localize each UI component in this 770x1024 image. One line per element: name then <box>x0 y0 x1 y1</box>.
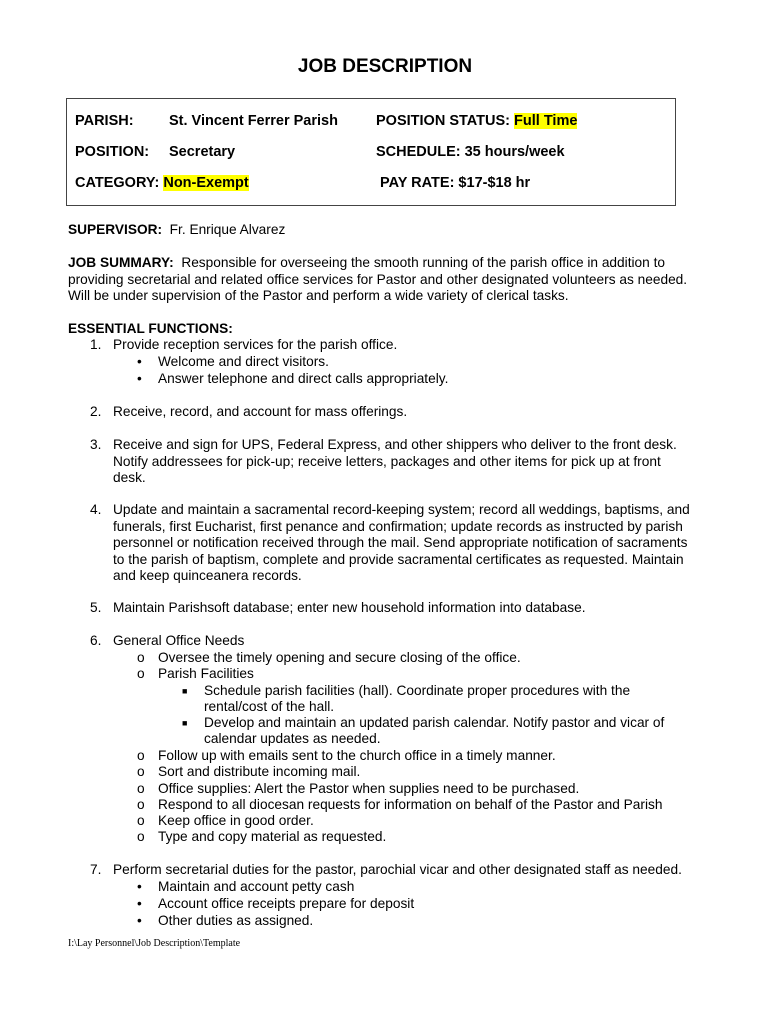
list-number: 7. <box>90 862 102 877</box>
list-number: 4. <box>90 502 102 517</box>
function-3-line: Receive and sign for UPS, Federal Express, and other shippers who deliver to the front desk. <box>113 437 677 452</box>
list-item: Oversee the timely opening and secure closing of the office. <box>158 650 521 665</box>
pay-rate-label: PAY RATE <box>380 175 450 191</box>
essential-heading: ESSENTIAL FUNCTIONS: <box>68 321 233 336</box>
bullet-marker: • <box>137 896 142 911</box>
pay-rate <box>380 175 530 191</box>
list-number: 3. <box>90 437 102 452</box>
circle-bullet: o <box>137 797 145 812</box>
parish-label: PARISH: <box>75 113 134 129</box>
square-bullet: ■ <box>182 718 188 728</box>
page-title: JOB DESCRIPTION <box>297 56 473 77</box>
function-4-line: to the parish of baptism, complete and provide sacramental certificates as requested. Maintain <box>113 552 684 567</box>
summary-line-2: providing secretarial and related office services for Pastor and other designated volunteers as needed. <box>68 272 688 287</box>
list-item: Account office receipts prepare for deposit <box>158 896 415 911</box>
bullet-marker: • <box>137 913 142 928</box>
bullet-marker: • <box>137 879 142 894</box>
function-7-text: Perform secretarial duties for the pastor, parochial vicar and other designated staff as needed. <box>113 862 682 877</box>
circle-bullet: o <box>137 748 145 763</box>
list-item: Parish Facilities <box>158 666 254 681</box>
list-number: 2. <box>90 404 102 419</box>
circle-bullet: o <box>137 829 145 844</box>
function-3-line: desk. <box>113 470 146 485</box>
list-number: 5. <box>90 600 102 615</box>
list-item: Respond to all diocesan requests for information on behalf of the Pastor and Parish <box>158 797 663 812</box>
list-item: Answer telephone and direct calls appropriately. <box>158 371 449 386</box>
list-item: Maintain and account petty cash <box>158 879 355 894</box>
function-2-text: Receive, record, and account for mass offerings. <box>113 404 408 419</box>
supervisor-label: SUPERVISOR: <box>68 222 163 237</box>
function-6-text: General Office Needs <box>113 633 245 648</box>
summary-line-3: Will be under supervision of the Pastor and perform a wide variety of clerical tasks. <box>68 288 569 303</box>
circle-bullet: o <box>137 813 145 828</box>
function-4-line: and keep quinceanera records. <box>113 568 302 583</box>
list-item: Develop and maintain an updated parish calendar. Notify pastor and vicar of <box>204 715 665 730</box>
circle-bullet: o <box>137 666 145 681</box>
list-item-continuation: calendar updates as needed. <box>204 731 381 746</box>
circle-bullet: o <box>137 781 145 796</box>
function-4-line: funerals, first Eucharist, first penance and confirmation; update records as instructed by parish <box>113 519 683 534</box>
category-value: Non-Exempt <box>163 175 249 191</box>
list-item: Other duties as assigned. <box>158 913 314 928</box>
job-info-box <box>66 98 676 206</box>
category-label: CATEGORY: <box>75 175 160 191</box>
summary-line-1: JOB SUMMARY: Responsible for overseeing the smooth running of the parish office in addition to <box>68 255 665 270</box>
category <box>75 175 249 191</box>
list-item: Keep office in good order. <box>158 813 314 828</box>
circle-bullet: o <box>137 764 145 779</box>
supervisor-line <box>68 222 285 239</box>
pay-rate-value: : $17-$18 hr <box>449 175 531 191</box>
function-5-text: Maintain Parishsoft database; enter new household information into database. <box>113 600 586 615</box>
list-item: Office supplies: Alert the Pastor when supplies need to be purchased. <box>158 781 580 796</box>
schedule: SCHEDULE: 35 hours/week <box>376 144 565 160</box>
list-item: Type and copy material as requested. <box>158 829 387 844</box>
position-value: Secretary <box>169 144 236 160</box>
circle-bullet: o <box>137 650 145 665</box>
list-item: Follow up with emails sent to the church office in a timely manner. <box>158 748 556 763</box>
footer-path: I:\Lay Personnel\Job Description\Template <box>68 938 241 949</box>
function-4-line: Update and maintain a sacramental record-keeping system; record all weddings, baptisms, and <box>113 502 690 517</box>
bullet-marker: • <box>137 354 142 369</box>
function-1-text: Provide reception services for the parish office. <box>113 337 398 352</box>
square-bullet: ■ <box>182 686 188 696</box>
parish-value: St. Vincent Ferrer Parish <box>169 113 338 129</box>
position-status <box>376 113 577 129</box>
supervisor-value: Fr. Enrique Alvarez <box>169 222 286 237</box>
position-status-value: Full Time <box>514 113 578 129</box>
position-status-label: POSITION STATUS: <box>376 113 510 129</box>
list-number: 1. <box>90 337 102 352</box>
list-item-continuation: rental/cost of the hall. <box>204 699 335 714</box>
bullet-marker: • <box>137 371 142 386</box>
summary-label: JOB SUMMARY: <box>68 255 174 270</box>
list-item: Schedule parish facilities (hall). Coordinate proper procedures with the <box>204 683 631 698</box>
list-item: Welcome and direct visitors. <box>158 354 329 369</box>
list-item: Sort and distribute incoming mail. <box>158 764 361 779</box>
function-4-line: personnel or notification received through the mail. Send appropriate notification of sacraments <box>113 535 688 550</box>
position-label: POSITION: <box>75 144 150 160</box>
function-3-line: Notify addressees for pick-up; receive letters, packages and other items for pick up at front <box>113 454 661 469</box>
list-number: 6. <box>90 633 102 648</box>
